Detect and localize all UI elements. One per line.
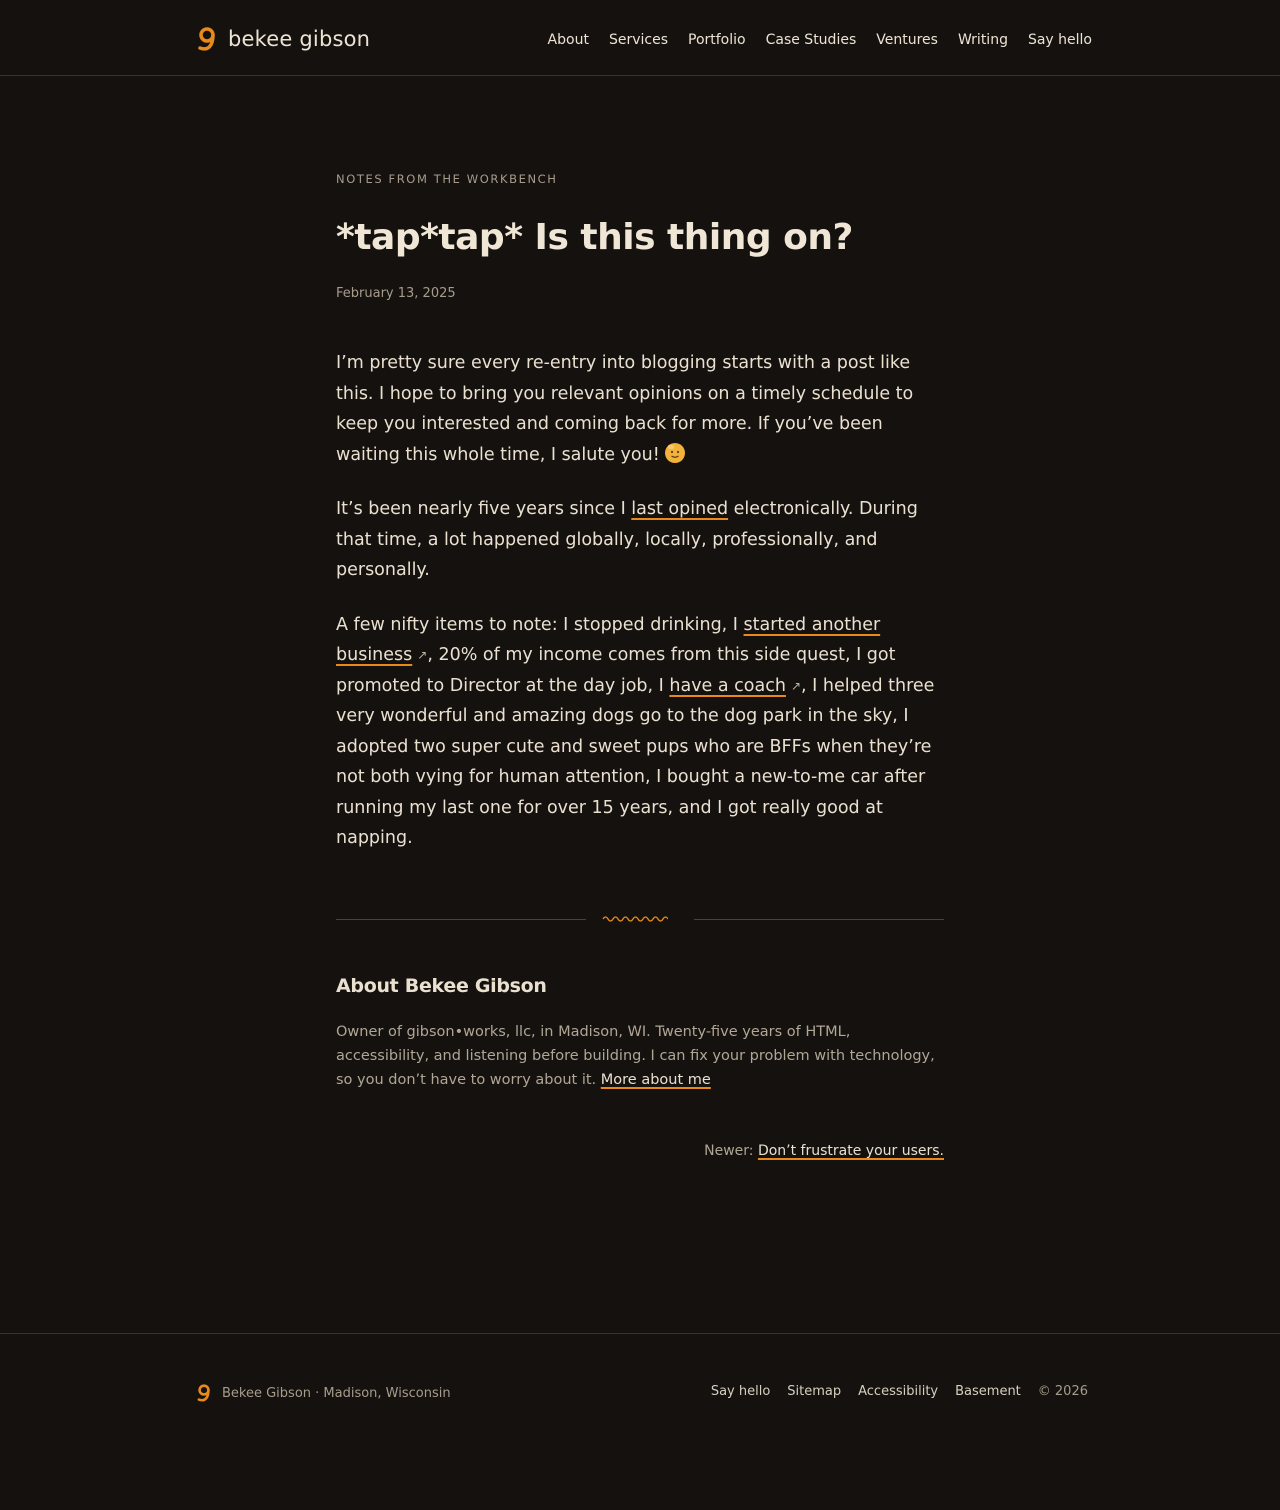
site-header xyxy=(0,0,1280,76)
footer-logo-icon[interactable] xyxy=(194,1382,214,1404)
footer-basement-link[interactable]: Basement xyxy=(955,1384,1021,1399)
brand xyxy=(194,24,370,54)
footer-sitemap-link[interactable]: Sitemap xyxy=(787,1384,842,1399)
paragraph-nifty-tail: , I helped three very wonderful and amazing dogs go to the dog park in the sky, I adopted two super cute and sweet pups who are BFFs when they’re not both vying for human attention, I bought a new-to-me car after running my last one for over 15 years, and I got really good at napping. xyxy=(336,675,935,848)
divider-rule-right xyxy=(694,919,944,920)
paragraph-five-years-lead: It’s been nearly five years since I xyxy=(336,499,632,519)
footer-credit: Bekee Gibson · Madison, Wisconsin xyxy=(222,1385,451,1401)
author-bio-heading: About Bekee Gibson xyxy=(336,975,547,997)
logo-icon[interactable] xyxy=(194,24,220,54)
nav-writing[interactable]: Writing xyxy=(957,32,1008,48)
nav-case-studies[interactable]: Case Studies xyxy=(765,32,857,48)
footer-nav xyxy=(711,1384,1088,1399)
post-title: *tap*tap* Is this thing on? xyxy=(336,217,853,258)
have-a-coach-label: have a coach xyxy=(669,675,786,696)
post-navigation xyxy=(704,1143,944,1159)
have-a-coach-link[interactable] xyxy=(669,676,786,696)
nav-say-hello[interactable]: Say hello xyxy=(1027,32,1092,48)
paragraph-nifty-lead: A few nifty items to note: I stopped drinking, I xyxy=(336,614,744,635)
external-link-icon: ↗ xyxy=(790,678,802,693)
post-nav-prefix: Newer: xyxy=(704,1143,754,1159)
more-about-me-link[interactable]: More about me xyxy=(600,1072,711,1088)
post-body xyxy=(336,348,944,854)
main-nav xyxy=(548,29,1092,51)
skip-to-content-link[interactable] xyxy=(5,5,186,58)
nav-about[interactable]: About xyxy=(547,32,589,48)
footer-accessibility-link[interactable]: Accessibility xyxy=(858,1384,939,1399)
paragraph-five-years xyxy=(336,494,944,586)
nav-portfolio[interactable]: Portfolio xyxy=(688,32,746,48)
paragraph-five-years-tail: electronically. During that time, a lot happened globally, locally, professionally, and personally. xyxy=(336,499,918,580)
nav-services[interactable]: Services xyxy=(608,32,668,48)
nav-ventures[interactable]: Ventures xyxy=(876,32,938,48)
newer-post-link[interactable]: Don’t frustrate your users. xyxy=(757,1143,944,1159)
salute-emoji-icon xyxy=(665,443,685,463)
paragraph-nifty-middle: , 20% of my income comes from this side quest, I got promoted to Director at the day job, I xyxy=(336,645,896,696)
site-footer xyxy=(0,1333,1280,1510)
last-opined-link[interactable]: last opined xyxy=(631,499,729,519)
paragraph-intro xyxy=(336,348,944,470)
author-bio-text xyxy=(336,1020,944,1092)
squiggle-divider-icon xyxy=(602,912,668,926)
paragraph-intro-text: I’m pretty sure every re-entry into blogging starts with a post like this. I hope to bring you relevant opinions on a timely schedule to keep you interested and coming back for more. If you’ve been waiting this whole time, I salute you! xyxy=(336,353,914,465)
eyebrow: NOTES FROM THE WORKBENCH xyxy=(336,172,558,186)
post-date: February 13, 2025 xyxy=(336,286,456,301)
article xyxy=(336,172,944,878)
external-link-icon: ↗ xyxy=(417,648,428,662)
footer-say-hello-link[interactable]: Say hello xyxy=(710,1384,771,1399)
section-divider xyxy=(336,910,944,930)
brand-name-link[interactable]: bekee gibson xyxy=(228,27,371,51)
author-bio-description: Owner of gibson•works, llc, in Madison, WI. Twenty-five years of HTML, accessibility, and listening before building. I can fix your problem with technology, so you don’t have to worry about it. xyxy=(336,1024,935,1088)
footer-copyright: © 2026 xyxy=(1037,1384,1088,1399)
footer-brand xyxy=(194,1382,451,1404)
paragraph-nifty-items xyxy=(336,610,944,854)
started-another-business-label: started another business xyxy=(336,614,881,665)
divider-rule-left xyxy=(336,919,586,920)
author-bio xyxy=(336,975,944,1092)
